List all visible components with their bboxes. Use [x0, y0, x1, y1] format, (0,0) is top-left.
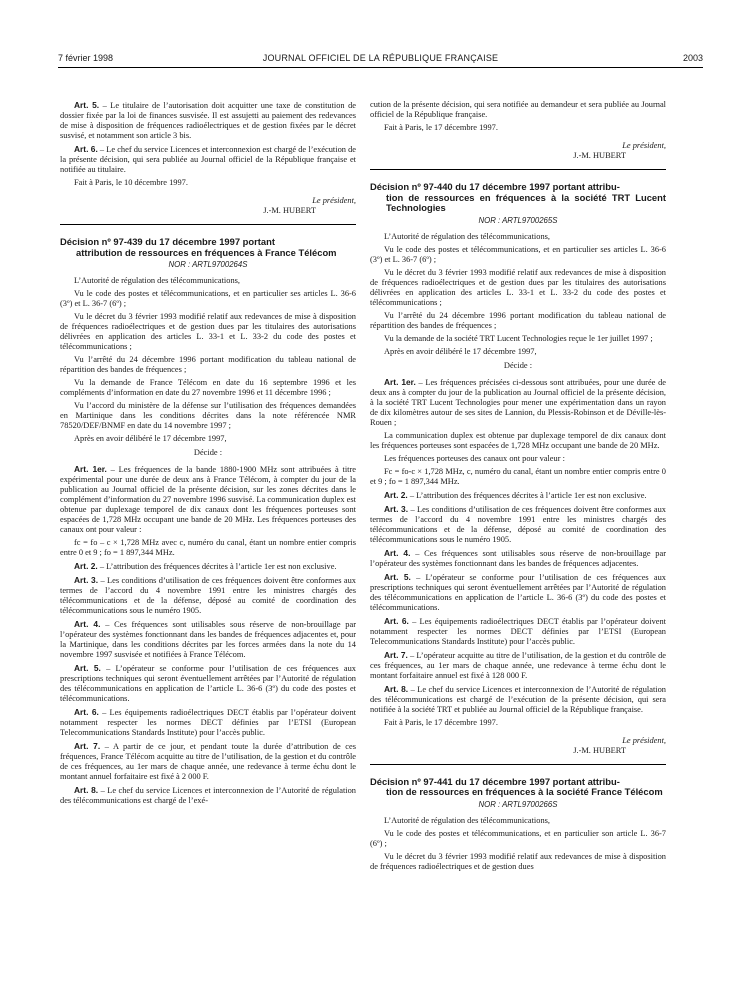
frequency-formula: Fc = fo-c × 1,728 MHz, c, numéro du canal, étant un nombre entier compris entre 0 et 9 ; fo = 1 897,344 MHz.: [370, 466, 666, 486]
article-7: Art. 7. – A partir de ce jour, et pendant toute la durée d’attribution de ces fréquences, France Télécom acquitte au titre de l’utilisation, de la gestion et du contrôle de ces fréquences, au 1er mars de chaque année, une redevance à terme échu dont le montant annuel forfaitaire est fixé à 2 000 F.: [60, 741, 356, 782]
paragraph: Les fréquences porteuses des canaux ont pour valeur :: [384, 453, 565, 463]
paragraph: L’Autorité de régulation des télécommunications,: [74, 276, 240, 286]
signature-name: J.-M. HUBERT: [573, 745, 626, 755]
section-divider: [60, 224, 356, 225]
decide-heading: Décide :: [193, 448, 223, 458]
paragraph: Vu le code des postes et télécommunications, et en particulier ses articles L. 36-6 (3º) et L. 36-7 (6º) ;: [60, 289, 356, 309]
nor-reference: NOR : ARTL9700266S: [478, 799, 558, 809]
signature-title: Le président,: [622, 141, 666, 150]
nor-reference: NOR : ARTL9700264S: [168, 260, 248, 270]
header-page-number: 2003: [682, 53, 703, 63]
decision-97-439-title: Décision nº 97-439 du 17 décembre 1997 portant attribution de ressources en fréquences à France Télécom: [60, 236, 337, 258]
right-column: [370, 100, 666, 875]
paragraph: Vu le décret du 3 février 1993 modifié relatif aux redevances de mise à disposition de fréquences radioélectriques et de gestion dues par les titulaires des autorisations délivrées en application des articles L. 33-1 et L. 33-2 du code des postes et télécommunications ;: [370, 267, 666, 307]
article-5: Art. 5. – L’opérateur se conforme pour l’utilisation de ces fréquences aux prescriptions techniques qui seront éventuellement arrêtées par l’Autorité de régulation des télécommunications en application de l’article L. 36-6 (3º) du code des postes et télécommunications.: [60, 663, 356, 704]
nor-reference: NOR : ARTL9700265S: [478, 215, 558, 225]
section-divider: [370, 764, 666, 765]
decision-97-441-title: Décision nº 97-441 du 17 décembre 1997 portant attribu- tion de ressources en fréquences à la société France Télécom: [370, 775, 663, 798]
article-8: Art. 8. – Le chef du service Licences et interconnexion de l’Autorité de régulation des télécommunications est chargé de l’exé-: [60, 785, 356, 806]
header-date: 7 février 1998: [58, 53, 114, 63]
article-4: Art. 4. – Ces fréquences sont utilisables sous réserve de non-brouillage par l’opérateur des systèmes fonctionnant dans les bandes de fréquences adjacentes et, pour la Martinique, dans les conditions décrites par les forces armées dans la note du 14 novembre 1997 susvisée et notifiées à France Télécom.: [60, 619, 356, 660]
paragraph-continuation: cution de la présente décision, qui sera notifiée au demandeur et sera publiée au Journal officiel de la République française.: [370, 100, 666, 119]
paragraph: L’Autorité de régulation des télécommunications,: [384, 815, 550, 825]
signature-title: Le président,: [312, 196, 356, 205]
paragraph: Vu le décret du 3 février 1993 modifié relatif aux redevances de mise à disposition de fréquences radioélectriques et de gestion dues: [370, 851, 666, 871]
signature-block: [60, 196, 356, 216]
header-journal-title: JOURNAL OFFICIEL DE LA RÉPUBLIQUE FRANÇAISE: [262, 53, 499, 63]
paragraph: Vu la demande de la société TRT Lucent Technologies reçue le 1er juillet 1997 ;: [384, 333, 653, 343]
frequency-formula: fc = fo – c × 1,728 MHz avec c, numéro du canal, étant un nombre entier compris entre 0 et 9 ; fo = 1 897,344 MHz.: [60, 538, 356, 558]
article-5: Art. 5. – L’opérateur se conforme pour l’utilisation de ces fréquences aux prescriptions techniques qui seront éventuellement arrêtées par l’Autorité de régulation des télécommunications en application de l’article L. 36-6 (3º) du code des postes et télécommunications.: [370, 571, 666, 612]
paragraph: Vu l’arrêté du 24 décembre 1996 portant modification du tableau national de répartition des bandes de fréquences ;: [60, 355, 356, 375]
fait-a-paris: Fait à Paris, le 17 décembre 1997.: [384, 123, 498, 132]
signature-title: Le président,: [622, 735, 666, 745]
signature-name: J.-M. HUBERT: [263, 206, 316, 215]
section-divider: [370, 169, 666, 170]
article-1: Art. 1er. – Les fréquences précisées ci-dessous sont attribuées, pour une durée de deux ans à compter du jour de la publication au Journal officiel de la présente décision, à la société TRT Lucent Technologies pour mener une expérimentation dans un rayon de dix kilomètres autour de ses sites de Lannion, du Plessis-Robinson et de Déville-lès-Rouen ;: [370, 376, 666, 427]
decision-97-440-title: Décision nº 97-440 du 17 décembre 1997 portant attribu- tion de ressources en fréquences à la société TRT Lucent Technologies: [370, 181, 666, 214]
paragraph: Vu l’accord du ministère de la défense sur l’utilisation des fréquences demandées en Martinique dans les conditions décrites dans la note référencée NMR 78520/DEF/BNMF en date du 14 novembre 1997 ;: [60, 401, 356, 431]
page-header: [58, 53, 703, 67]
paragraph: Vu le code des postes et télécommunications, et en particulier son article L. 36-7 (6º) ;: [370, 828, 666, 848]
signature-block: [370, 736, 666, 756]
paragraph: Vu l’arrêté du 24 décembre 1996 portant modification du tableau national de répartition des bandes de fréquences ;: [370, 310, 666, 330]
fait-a-paris: Fait à Paris, le 10 décembre 1997.: [74, 178, 188, 187]
signature-name: J.-M. HUBERT: [573, 151, 626, 160]
paragraph: La communication duplex est obtenue par duplexage temporel de dix canaux dont les fréquences porteuses sont espacées de 1,728 MHz occupant une bande de 20 MHz.: [370, 430, 666, 450]
article-6: Art. 6. – Le chef du service Licences et interconnexion est chargé de l’exécution de la présente décision, qui sera publiée au Journal officiel de la République française et notifiée au titulaire.: [60, 144, 356, 174]
paragraph: Après en avoir délibéré le 17 décembre 1997,: [384, 346, 537, 356]
signature-block: [370, 141, 666, 161]
article-7: Art. 7. – L’opérateur acquitte au titre de l’utilisation, de la gestion et du contrôle de ces fréquences, au 1er mars de chaque année, une redevance à terme échu dont le montant forfaitaire annuel est fixé à 128 000 F.: [370, 649, 666, 680]
paragraph: Vu la demande de France Télécom en date du 16 septembre 1996 et les compléments d’information en date du 27 novembre 1996 et 11 décembre 1996 ;: [60, 378, 356, 398]
paragraph: Vu le décret du 3 février 1993 modifié relatif aux redevances de mise à disposition de fréquences radioélectriques et de gestion dues par les titulaires des autorisations délivrées en application des articles L. 33-1 et L. 33-2 du code des postes et télécommunications ;: [60, 312, 356, 352]
article-3: Art. 3. – Les conditions d’utilisation de ces fréquences doivent être conformes aux termes de l’accord du 4 novembre 1991 entre les ministres chargés des télécommunications et de la défense, déposé au comité de coordination des télécommunications sous le numéro 1905.: [60, 575, 356, 616]
article-2: Art. 2. – L’attribution des fréquences décrites à l’article 1er est non exclusive.: [74, 561, 337, 572]
article-5: Art. 5. – Le titulaire de l’autorisation doit acquitter une taxe de constitution de dossier fixée par la loi de finances susvisée. Il est assujetti au paiement des redevances de mise à disposition de fréquences radioélectriques et de gestion fixées par le décret susvisé, et notamment son article 3 bis.: [60, 100, 356, 140]
article-1: Art. 1er. – Les fréquences de la bande 1880-1900 MHz sont attribuées à titre expérimental pour une durée de deux ans à France Télécom, à compter du jour de la publication au Journal officiel de la présente décision, sur les zones décrites dans le complément d’information du 27 novembre 1996 susvisé. La communication duplex est obtenue par duplexage temporel de dix canaux dont les fréquences porteuses sont espacées de 1,728 MHz occupant une bande de 20 MHz. Les fréquences porteuses des canaux ont pour valeur :: [60, 464, 356, 535]
fait-a-paris: Fait à Paris, le 17 décembre 1997.: [384, 717, 498, 727]
paragraph: Après en avoir délibéré le 17 décembre 1997,: [74, 434, 227, 444]
article-6: Art. 6. – Les équipements radioélectriques DECT établis par l’opérateur doivent notamment respecter les normes DECT définies par l’ETSI (European Telecommunications Standards Institute) pour l’accès public.: [60, 707, 356, 738]
article-6: Art. 6. – Les équipements radioélectriques DECT établis par l’opérateur doivent notamment respecter les normes DECT définies par l’ETSI (European Telecommunications Standards Institute) pour l’accès public.: [370, 615, 666, 646]
paragraph: Vu le code des postes et télécommunications, et en particulier ses articles L. 36-6 (3º) et L. 36-7 (6º) ;: [370, 244, 666, 264]
article-8: Art. 8. – Le chef du service Licences et interconnexion de l’Autorité de régulation des télécommunications est chargé de l’exécution de la présente décision, qui sera notifiée à la société TRT et publiée au Journal officiel de la République française.: [370, 683, 666, 714]
paragraph: L’Autorité de régulation des télécommunications,: [384, 231, 550, 241]
decide-heading: Décide :: [503, 360, 533, 370]
article-2: Art. 2. – L’attribution des fréquences décrites à l’article 1er est non exclusive.: [384, 489, 647, 500]
article-4: Art. 4. – Ces fréquences sont utilisables sous réserve de non-brouillage par l’opérateur des systèmes fonctionnant dans les bandes de fréquences adjacentes.: [370, 547, 666, 568]
left-column: [60, 100, 356, 809]
article-3: Art. 3. – Les conditions d’utilisation de ces fréquences doivent être conformes aux termes de l’accord du 4 novembre 1991 entre les ministres chargés des télécommunications et de la défense, déposé au comité de coordination des télécommunications sous le numéro 1905.: [370, 503, 666, 544]
header-rule: [58, 67, 703, 68]
